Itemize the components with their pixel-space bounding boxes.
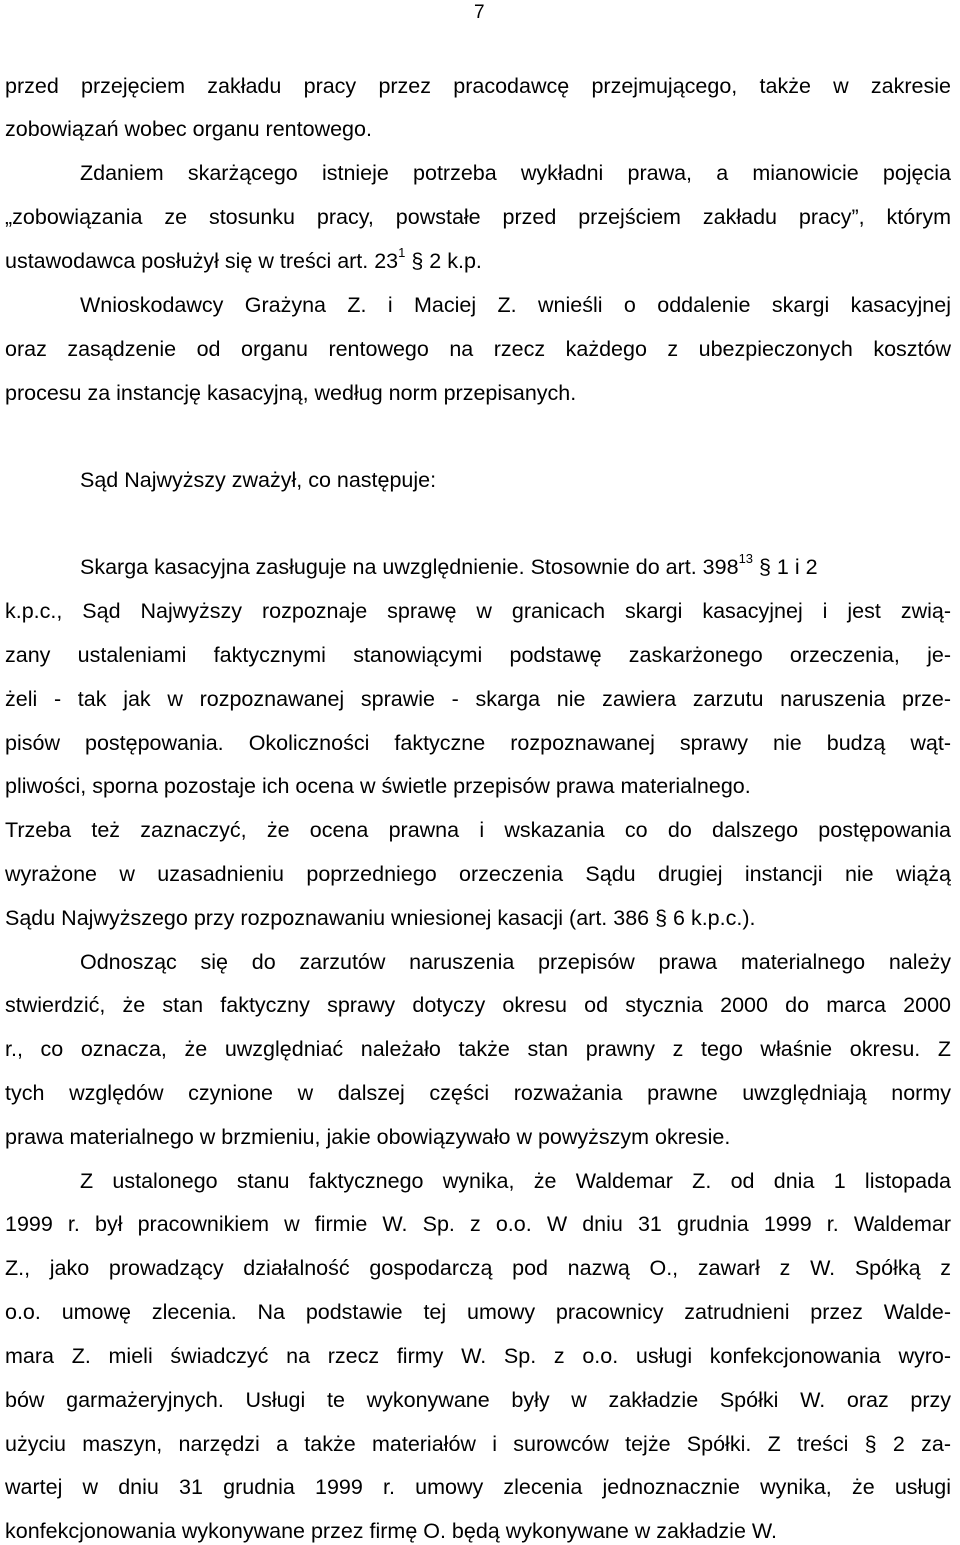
text-line: konfekcjonowania wykonywane przez firmę O. będą wykonywane w zakładzie W.: [5, 1519, 777, 1543]
text-line: Trzeba też zaznaczyć, że ocena prawna i wskazania co do dalszego postępowania: [5, 818, 951, 842]
text-line: 1999 r. był pracownikiem w firmie W. Sp. z o.o. W dniu 31 grudnia 1999 r. Waldemar: [5, 1212, 951, 1236]
text-line: użyciu maszyn, narzędzi a także materiałów i surowców tejże Spółki. Z treści § 2 za-: [5, 1432, 951, 1456]
text-line: [5, 244, 482, 275]
text-line: mara Z. mieli świadczyć na rzecz firmy W. Sp. z o.o. usługi konfekcjonowania wyro-: [5, 1344, 951, 1368]
text-line: tych względów czynione w dalszej części rozważania prawne uwzględniają normy: [5, 1081, 951, 1105]
text-line: Zdaniem skarżącego istnieje potrzeba wykładni prawa, a mianowicie pojęcia: [80, 161, 951, 185]
text-line: Wnioskodawcy Grażyna Z. i Maciej Z. wnieśli o oddalenie skargi kasacyjnej: [80, 293, 951, 317]
text-line: o.o. umowę zlecenia. Na podstawie tej umowy pracownicy zatrudnieni przez Walde-: [5, 1300, 951, 1324]
text-line: pisów postępowania. Okoliczności faktyczne rozpoznawanej sprawy nie budzą wąt-: [5, 731, 951, 755]
text-line: wartej w dniu 31 grudnia 1999 r. umowy zlecenia jednoznacznie wynika, że usługi: [5, 1475, 951, 1499]
text-line: Odnosząc się do zarzutów naruszenia przepisów prawa materialnego należy: [80, 950, 951, 974]
text-line: procesu za instancję kasacyjną, według norm przepisanych.: [5, 381, 577, 405]
text-line: k.p.c., Sąd Najwyższy rozpoznaje sprawę w granicach skargi kasacyjnej i jest zwią-: [5, 599, 951, 623]
section-heading: Sąd Najwyższy zważył, co następuje:: [80, 468, 437, 492]
text-line: bów garmażeryjnych. Usługi te wykonywane były w zakładzie Spółki W. oraz przy: [5, 1388, 951, 1412]
text-line: prawa materialnego w brzmieniu, jakie obowiązywało w powyższym okresie.: [5, 1125, 731, 1149]
text-line: stwierdzić, że stan faktyczny sprawy dotyczy okresu od stycznia 2000 do marca 2000: [5, 993, 951, 1017]
text-fragment: § 2 k.p.: [405, 249, 482, 273]
text-line: Z ustalonego stanu faktycznego wynika, że Waldemar Z. od dnia 1 listopada: [80, 1169, 951, 1193]
text-fragment: § 1 i 2: [753, 555, 818, 579]
text-line: wyrażone w uzasadnieniu poprzedniego orzeczenia Sądu drugiej instancji nie wiążą: [5, 862, 951, 886]
text-line: [80, 550, 818, 581]
text-line: przed przejęciem zakładu pracy przez pracodawcę przejmującego, także w zakresie: [5, 74, 951, 98]
text-line: Sądu Najwyższego przy rozpoznawaniu wniesionej kasacji (art. 386 § 6 k.p.c.).: [5, 906, 756, 930]
text-line: żeli - tak jak w rozpoznawanej sprawie - skarga nie zawiera zarzutu naruszenia prze-: [5, 687, 951, 711]
superscript: 13: [738, 550, 754, 566]
text-fragment: ustawodawca posłużył się w treści art. 23: [5, 249, 399, 273]
superscript: 1: [398, 244, 406, 260]
text-line: pliwości, sporna pozostaje ich ocena w świetle przepisów prawa materialnego.: [5, 774, 751, 798]
text-line: zobowiązań wobec organu rentowego.: [5, 117, 372, 141]
page-number: 7: [474, 2, 485, 23]
text-line: Z., jako prowadzący działalność gospodarczą pod nazwą O., zawarł z W. Spółką z: [5, 1256, 951, 1280]
text-line: oraz zasądzenie od organu rentowego na rzecz każdego z ubezpieczonych kosztów: [5, 337, 951, 361]
text-line: „zobowiązania ze stosunku pracy, powstałe przed przejściem zakładu pracy”, którym: [5, 205, 951, 229]
text-line: r., co oznacza, że uwzględniać należało także stan prawny z tego właśnie okresu. Z: [5, 1037, 951, 1061]
text-fragment: Skarga kasacyjna zasługuje na uwzględnienie. Stosownie do art. 398: [80, 555, 739, 579]
text-line: zany ustaleniami faktycznymi stanowiącymi podstawę zaskarżonego orzeczenia, je-: [5, 643, 951, 667]
